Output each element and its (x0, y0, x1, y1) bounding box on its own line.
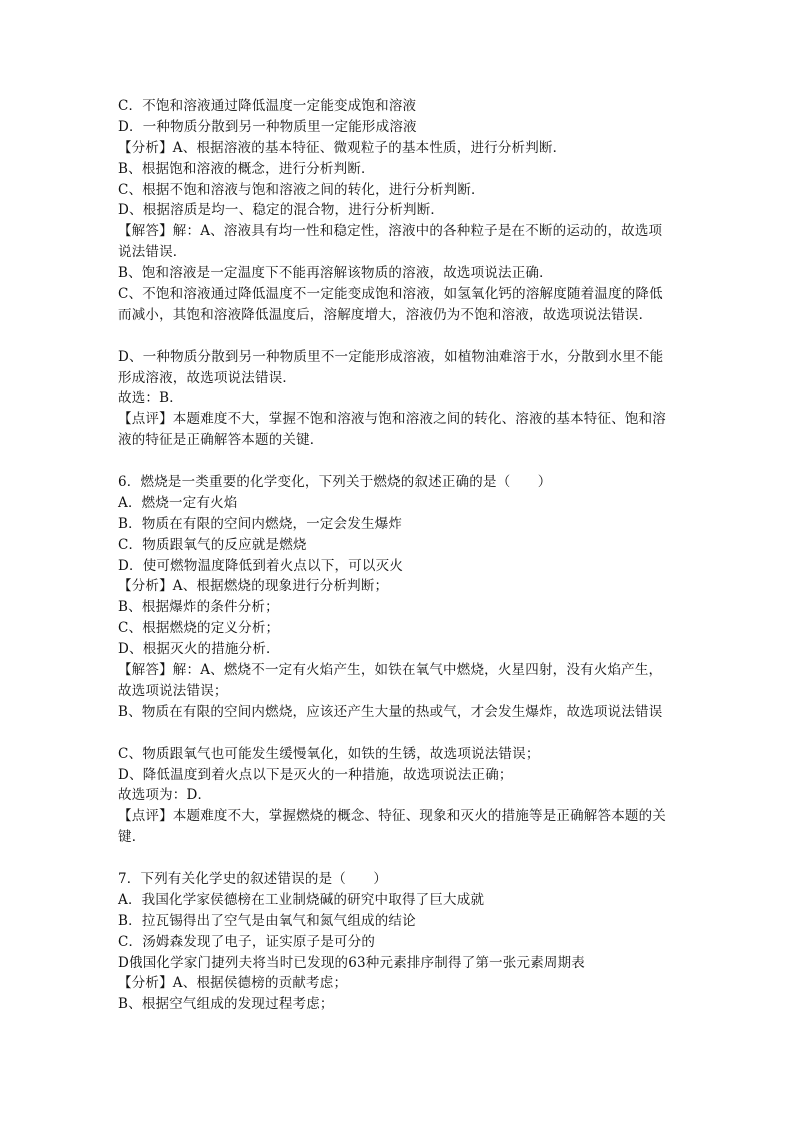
text-line: B、根据空气组成的发现过程考虑； (118, 996, 334, 1013)
question-7-option-b: B．拉瓦锡得出了空气是由氧气和氮气组成的结论 (118, 912, 416, 929)
text-line: D、根据灭火的措施分析． (118, 641, 280, 658)
blank-line (118, 848, 680, 869)
text-line: C．不饱和溶液通过降低温度一定能变成饱和溶液 (118, 98, 417, 114)
text-line: D、一种物质分散到另一种物质里不一定能形成溶液，如植物油难溶于水，分散到水里不能 (118, 348, 664, 365)
text-line: 【分析】A、根据侯德榜的贡献考虑； (118, 975, 348, 992)
text-line: 键． (118, 829, 146, 846)
text-line: 故选项为：D． (118, 787, 212, 804)
text-line: 【分析】A、根据溶液的基本特征、微观粒子的基本性质，进行分析判断． (118, 139, 567, 156)
text-line: C、根据不饱和溶液与饱和溶液之间的转化，进行分析判断． (118, 181, 485, 198)
blank-line (118, 723, 680, 744)
text-line: B、根据饱和溶液的概念，进行分析判断． (118, 160, 375, 177)
question-7-option-c: C．汤姆森发现了电子，证实原子是可分的 (118, 933, 376, 950)
text-line: 故选项说法错误； (118, 682, 228, 699)
text-line: B、根据爆炸的条件分析； (118, 599, 279, 616)
text-line: D．一种物质分散到另一种物质里一定能形成溶液 (118, 118, 417, 135)
text-line: B、物质在有限的空间内燃烧，应该还产生大量的热或气，才会发生爆炸，故选项说法错误 (118, 703, 663, 720)
text-line: 【点评】本题难度不大，掌握燃烧的概念、特征、现象和灭火的措施等是正确解答本题的关 (118, 808, 666, 825)
text-line: B、饱和溶液是一定温度下不能再溶解该物质的溶液，故选项说法正确． (118, 265, 553, 282)
question-6-stem: 6．燃烧是一类重要的化学变化，下列关于燃烧的叙述正确的是（ ） (118, 474, 552, 491)
text-line: C、物质跟氧气也可能发生缓慢氧化，如铁的生锈，故选项说法错误； (118, 745, 540, 762)
question-7-option-a: A．我国化学家侯德榜在工业制烧碱的研究中取得了巨大成就 (118, 891, 485, 908)
question-6-option-a: A．燃烧一定有火焰 (118, 494, 238, 511)
text-line: 液的特征是正确解答本题的关键． (118, 432, 324, 449)
text-line: 【解答】解：A、溶液具有均一性和稳定性，溶液中的各种粒子是在不断的运动的，故选项 (118, 223, 663, 240)
text-line: D、降低温度到着火点以下是灭火的一种措施，故选项说法正确； (118, 766, 513, 783)
text-line: D、根据溶质是均一、稳定的混合物，进行分析判断． (118, 202, 445, 219)
document-page (118, 96, 680, 1015)
text-line: 【解答】解：A、燃烧不一定有火焰产生，如铁在氧气中燃烧，火星四射，没有火焰产生， (118, 662, 663, 679)
text-line: C、根据燃烧的定义分析； (118, 620, 280, 637)
question-6-option-b: B．物质在有限的空间内燃烧，一定会发生爆炸 (118, 515, 403, 532)
text-line: 故选：B． (118, 390, 183, 407)
question-7-stem: 7．下列有关化学史的叙述错误的是（ ） (118, 870, 388, 887)
question-7-option-d: D俄国化学家门捷列夫将当时已发现的63种元素排序制得了第一张元素周期表 (118, 954, 586, 971)
blank-line (118, 451, 680, 472)
text-line: 形成溶液，故选项说法错误． (118, 369, 297, 386)
text-line: 而减小，其饱和溶液降低温度后，溶解度增大，溶液仍为不饱和溶液，故选项说法错误． (118, 306, 653, 323)
text-line: 【分析】A、根据燃烧的现象进行分析判断； (118, 578, 389, 595)
text-line: C、不饱和溶液通过降低温度不一定能变成饱和溶液，如氢氧化钙的溶解度随着温度的降低 (118, 286, 663, 303)
text-line: 说法错误． (118, 244, 187, 261)
blank-line (118, 326, 680, 347)
text-line: 【点评】本题难度不大，掌握不饱和溶液与饱和溶液之间的转化、溶液的基本特征、饱和溶 (118, 411, 666, 428)
question-6-option-c: C．物质跟氧气的反应就是燃烧 (118, 536, 307, 553)
question-6-option-d: D．使可燃物温度降低到着火点以下，可以灭火 (118, 557, 404, 574)
